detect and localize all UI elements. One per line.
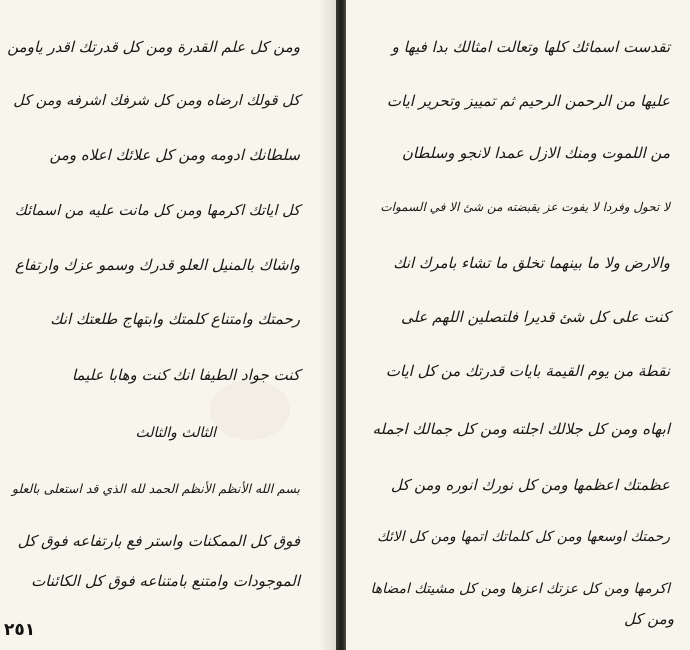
right-page [346, 0, 690, 650]
right-line-3: من اللموت ومنك الازل عمدا لانجو وسلطان [401, 144, 670, 162]
left-line-6: رحمتك وامتناع كلمتك وابتهاج طلعتك انك [50, 310, 300, 328]
right-line-8: ابهاه ومن كل جلالك اجلته ومن كل جمالك اجمله [372, 420, 670, 438]
right-line-7: نقطة من يوم القيمة بايات قدرتك من كل ايات [385, 362, 670, 380]
right-line-5: والارض ولا ما بينهما تخلق ما تشاء بامرك انك [393, 254, 670, 272]
right-line-2: عليها من الرحمن الرحيم ثم تمييز وتحرير ايات [386, 92, 670, 110]
left-line-2: كل قولك ارضاه ومن كل شرفك اشرفه ومن كل [13, 93, 300, 109]
left-line-4: كل اياتك اكرمها ومن كل مانت عليه من اسمائك [14, 203, 300, 219]
left-line-7: كنت جواد الطيفا انك كنت وهابا عليما [71, 366, 300, 384]
left-line-5: واشاك بالمنيل العلو قدرك وسمو عزك وارتفاع [14, 256, 300, 274]
right-line-4: لا تحول وفردا لا يفوت عز يقبضته من شئ الا في السموات [380, 200, 670, 214]
left-line-9: بسم الله الأنظم الأنظم الحمد لله الذي قد استعلى بالعلو [11, 481, 300, 496]
right-line-9: عظمتك اعظمها ومن كل نورك انوره ومن كل [390, 476, 670, 494]
left-page-text [0, 0, 338, 650]
right-line-6: كنت على كل شئ قديرا فلتصلين اللهم على [400, 308, 670, 326]
right-line-11: اكرمها ومن كل عزتك اعزها ومن كل مشيتك امضاها [370, 581, 670, 597]
right-line-12: ومن كل [624, 610, 674, 628]
left-line-1: ومن كل علم القدرة ومن كل قدرتك اقدر ياومن [7, 38, 300, 56]
section-heading: الثالث والثالث [135, 425, 216, 441]
gutter-shadow [318, 0, 338, 650]
left-line-3: سلطانك ادومه ومن كل علائك اعلاه ومن [49, 146, 300, 164]
left-page [0, 0, 338, 650]
right-page-text [346, 0, 690, 650]
right-line-10: رحمتك اوسعها ومن كل كلماتك اتمها ومن كل الائك [377, 529, 670, 545]
left-line-11: الموجودات وامتنع بامتناعه فوق كل الكائنات [31, 572, 300, 590]
left-line-10: فوق كل الممكنات واستر فع بارتفاعه فوق كل [17, 532, 300, 550]
page-number: ٢٥١ [4, 620, 36, 640]
right-line-1: تقدست اسمائك كلها وتعالت امثالك بدا فيها و [391, 38, 670, 56]
